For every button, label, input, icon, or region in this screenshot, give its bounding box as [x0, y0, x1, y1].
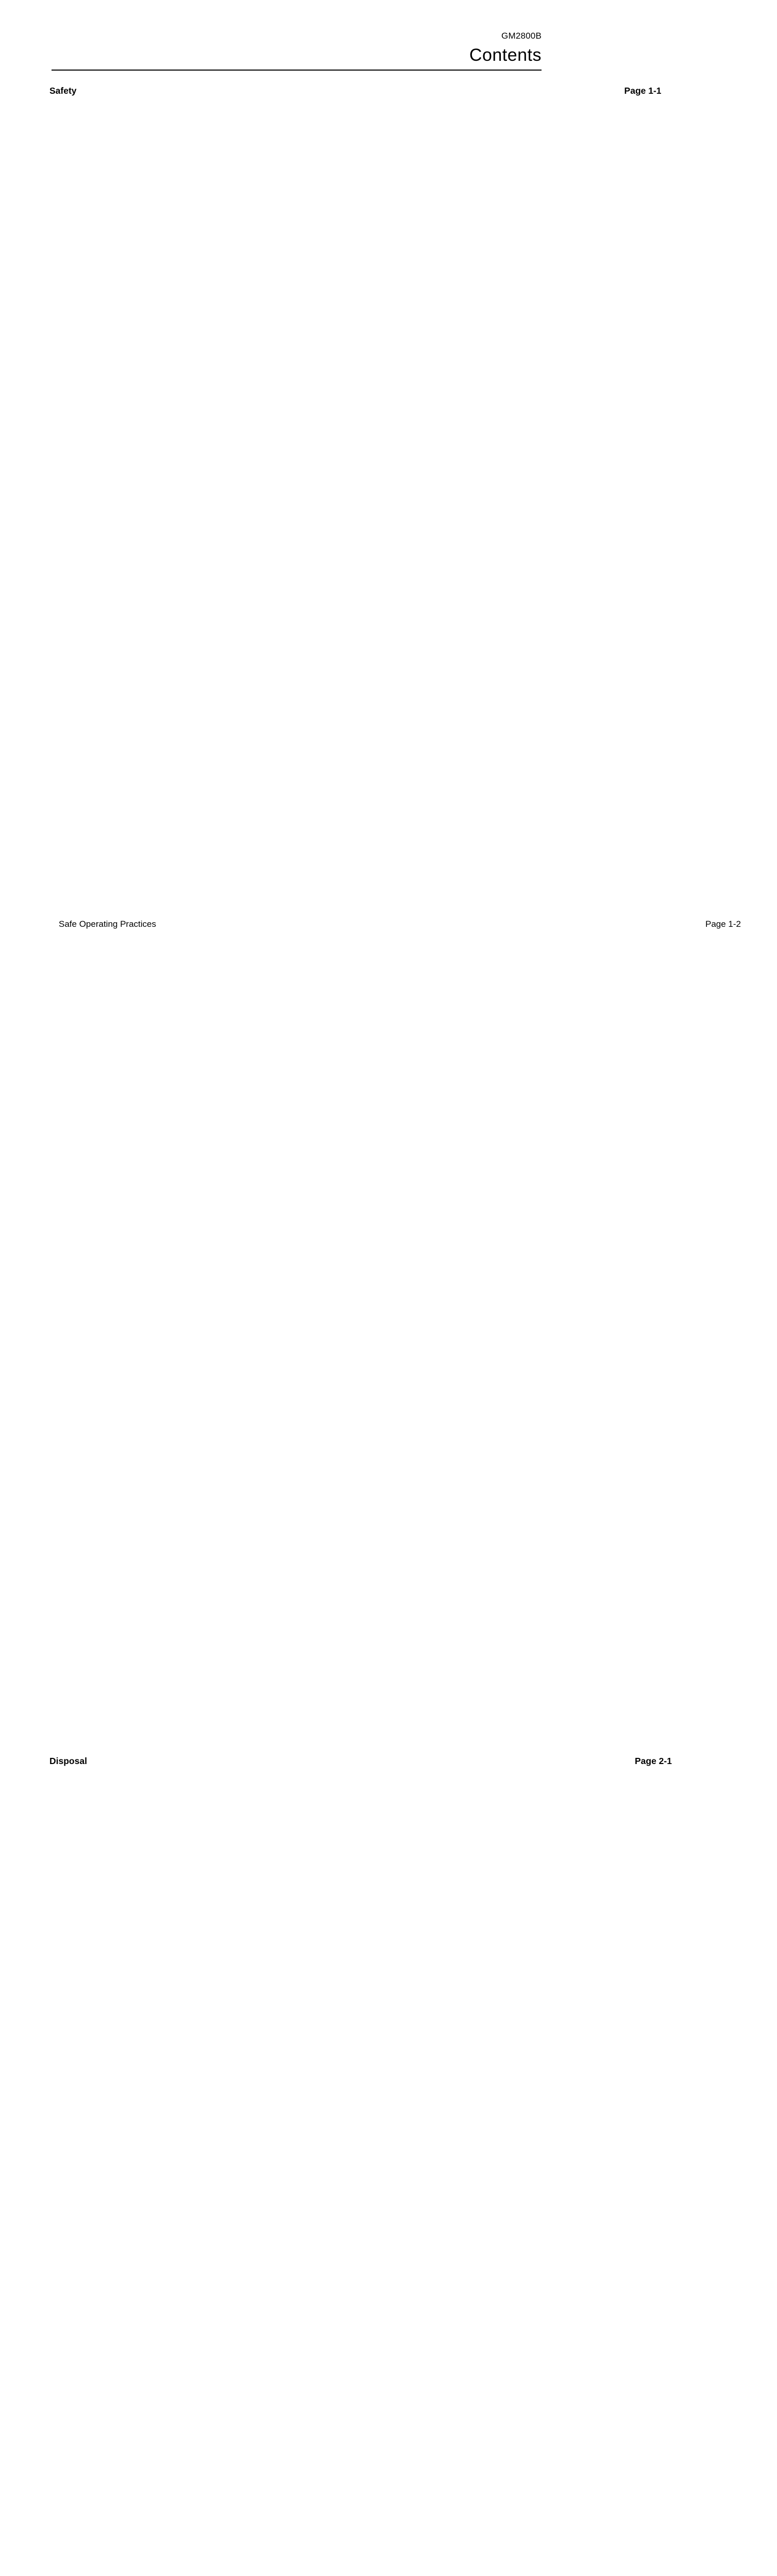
title-divider: [52, 70, 542, 71]
toc-entry[interactable]: [49, 86, 662, 910]
toc-entry[interactable]: [49, 1756, 672, 2576]
toc-entry-page: Page 1-1: [624, 86, 662, 96]
table-of-contents: [49, 86, 741, 2576]
model-code: GM2800B: [501, 31, 542, 41]
toc-entry-label: Safe Operating Practices: [59, 919, 156, 929]
page-title: Contents: [469, 45, 542, 65]
toc-entry-label: Disposal: [49, 1756, 87, 1766]
toc-entry-page: Page 1-2: [705, 919, 741, 929]
toc-entry[interactable]: [49, 919, 741, 1743]
toc-entry-label: Safety: [49, 86, 77, 96]
toc-entry-page: Page 2-1: [634, 1756, 672, 1766]
